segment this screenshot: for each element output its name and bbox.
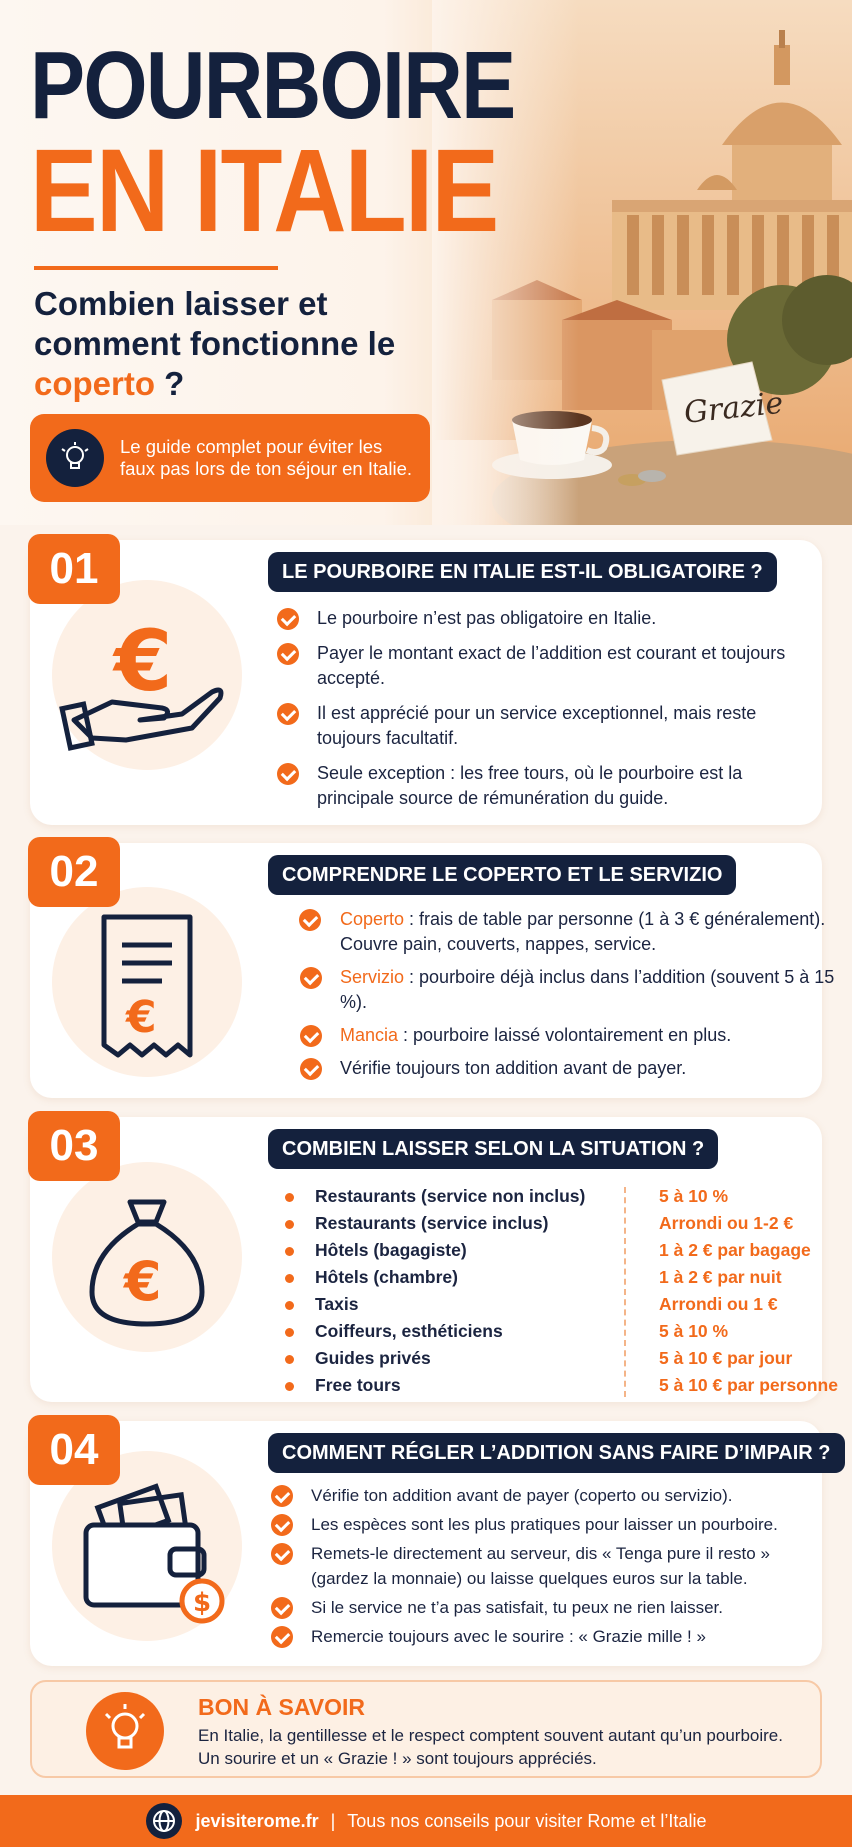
receipt-icon — [52, 887, 242, 1077]
list-item: Vérifie toujours ton addition avant de payer. — [300, 1056, 840, 1081]
section-3-title: COMBIEN LAISSER SELON LA SITUATION ? — [268, 1129, 718, 1169]
good-to-know-box — [30, 1680, 822, 1778]
section-2-title: COMPRENDRE LE COPERTO ET LE SERVIZIO — [268, 855, 736, 895]
section-3-number: 03 — [28, 1111, 120, 1181]
check-icon — [271, 1514, 293, 1536]
list-item: Servizio : pourboire déjà inclus dans l’addition (souvent 5 à 15 %). — [300, 965, 840, 1015]
section-4-number: 04 — [28, 1415, 120, 1485]
section-1-title: LE POURBOIRE EN ITALIE EST-IL OBLIGATOIRE ? — [268, 552, 777, 592]
list-item: Mancia : pourboire laissé volontairement en plus. — [300, 1023, 840, 1048]
list-item: Les espèces sont les plus pratiques pour laisser un pourboire. — [271, 1512, 811, 1537]
footer-site-link[interactable]: jevisiterome.fr — [195, 1810, 319, 1831]
list-item: Vérifie ton addition avant de payer (coperto ou servizio). — [271, 1483, 811, 1508]
bullet-dot — [285, 1193, 294, 1202]
check-icon — [271, 1597, 293, 1619]
svg-text:€: € — [126, 992, 157, 1043]
list-item: Coperto : frais de table par personne (1 à 3 € généralement). Couvre pain, couverts, nappes, service. — [300, 907, 840, 957]
hero — [0, 0, 852, 525]
money-bag-icon — [52, 1162, 242, 1352]
title-line-1: POURBOIRE — [30, 32, 515, 139]
svg-text:€: € — [124, 1250, 162, 1313]
list-item: Payer le montant exact de l’addition est courant et toujours accepté. — [277, 641, 797, 691]
good-to-know-title: BON À SAVOIR — [198, 1694, 365, 1720]
subtitle-pre: Combien laisser et comment fonctionne le — [34, 285, 396, 362]
title-line-2: EN ITALIE — [30, 125, 498, 257]
list-item: Il est apprécié pour un service exceptionnel, mais reste toujours facultatif. — [277, 701, 797, 751]
check-icon — [271, 1485, 293, 1507]
footer — [0, 1795, 852, 1847]
guide-banner — [30, 414, 430, 502]
check-icon — [300, 1025, 322, 1047]
bullet-dot — [285, 1220, 294, 1229]
guide-text: Le guide complet pour éviter les faux pas lors de ton séjour en Italie. — [120, 436, 413, 479]
subtitle — [34, 284, 434, 404]
footer-tagline: Tous nos conseils pour visiter Rome et l’Italie — [347, 1810, 707, 1831]
list-item: Remercie toujours avec le sourire : « Grazie mille ! » — [271, 1624, 811, 1649]
subtitle-post: ? — [155, 365, 185, 402]
section-4-list — [271, 1483, 811, 1649]
globe-icon — [146, 1803, 182, 1839]
euro-hand-icon — [52, 580, 242, 770]
list-item: Le pourboire n’est pas obligatoire en Italie. — [277, 606, 797, 631]
section-3-card: € 03 COMBIEN LAISSER SELON LA SITUATION ? Restaurants (service non inclus) 5 à 10 % Restaurants (service inclus) Arrondi ou 1-2 € Hôtels (bagagiste) 1 à 2 € par bagage Hôtels (chambre) 1 à 2 € par nuit Taxis Arrondi ou 1 € Coiffeurs, esthéticiens 5 à 10 % Guides privés 5 à 10 € par jour Free tours 5 à 10 € par personne — [30, 1117, 822, 1402]
list-item: Seule exception : les free tours, où le pourboire est la principale source de rémunération du guide. — [277, 761, 797, 811]
check-icon — [300, 1058, 322, 1080]
check-icon — [277, 703, 299, 725]
check-icon — [299, 909, 321, 931]
list-item: Si le service ne t’a pas satisfait, tu peux ne rien laisser. — [271, 1595, 811, 1620]
check-icon — [300, 967, 322, 989]
section-4-title: COMMENT RÉGLER L’ADDITION SANS FAIRE D’IMPAIR ? — [268, 1433, 845, 1473]
section-4-card — [30, 1421, 831, 1666]
lightbulb-icon — [86, 1692, 164, 1770]
bullet-dot — [285, 1355, 294, 1364]
check-icon — [271, 1543, 293, 1565]
table-divider — [624, 1187, 626, 1397]
check-icon — [277, 643, 299, 665]
list-item: Remets-le directement au serveur, dis « Tenga pure il resto » (gardez la monnaie) ou laisse quelques euros sur la table. — [271, 1541, 811, 1591]
section-2-card — [30, 843, 835, 1098]
section-1-list — [277, 606, 797, 811]
section-1-card — [30, 540, 822, 825]
footer-separator: | — [330, 1810, 336, 1831]
bullet-dot — [285, 1328, 294, 1337]
subtitle-accent: coperto — [34, 365, 156, 402]
check-icon — [271, 1626, 293, 1648]
lightbulb-icon — [46, 429, 104, 487]
check-icon — [277, 763, 299, 785]
svg-text:€: € — [114, 612, 173, 710]
bullet-dot — [285, 1382, 294, 1391]
bullet-dot — [285, 1247, 294, 1256]
bullet-dot — [285, 1274, 294, 1283]
title-underline — [34, 266, 278, 270]
good-to-know-text: En Italie, la gentillesse et le respect comptent souvent autant qu’un pourboire. Un sourire et un « Grazie ! » sont toujours appréciés. — [198, 1726, 783, 1768]
bullet-dot — [285, 1301, 294, 1310]
svg-text:$: $ — [193, 1588, 212, 1618]
section-2-list — [300, 907, 840, 1081]
section-1-number: 01 — [28, 534, 120, 604]
check-icon — [277, 608, 299, 630]
section-2-number: 02 — [28, 837, 120, 907]
